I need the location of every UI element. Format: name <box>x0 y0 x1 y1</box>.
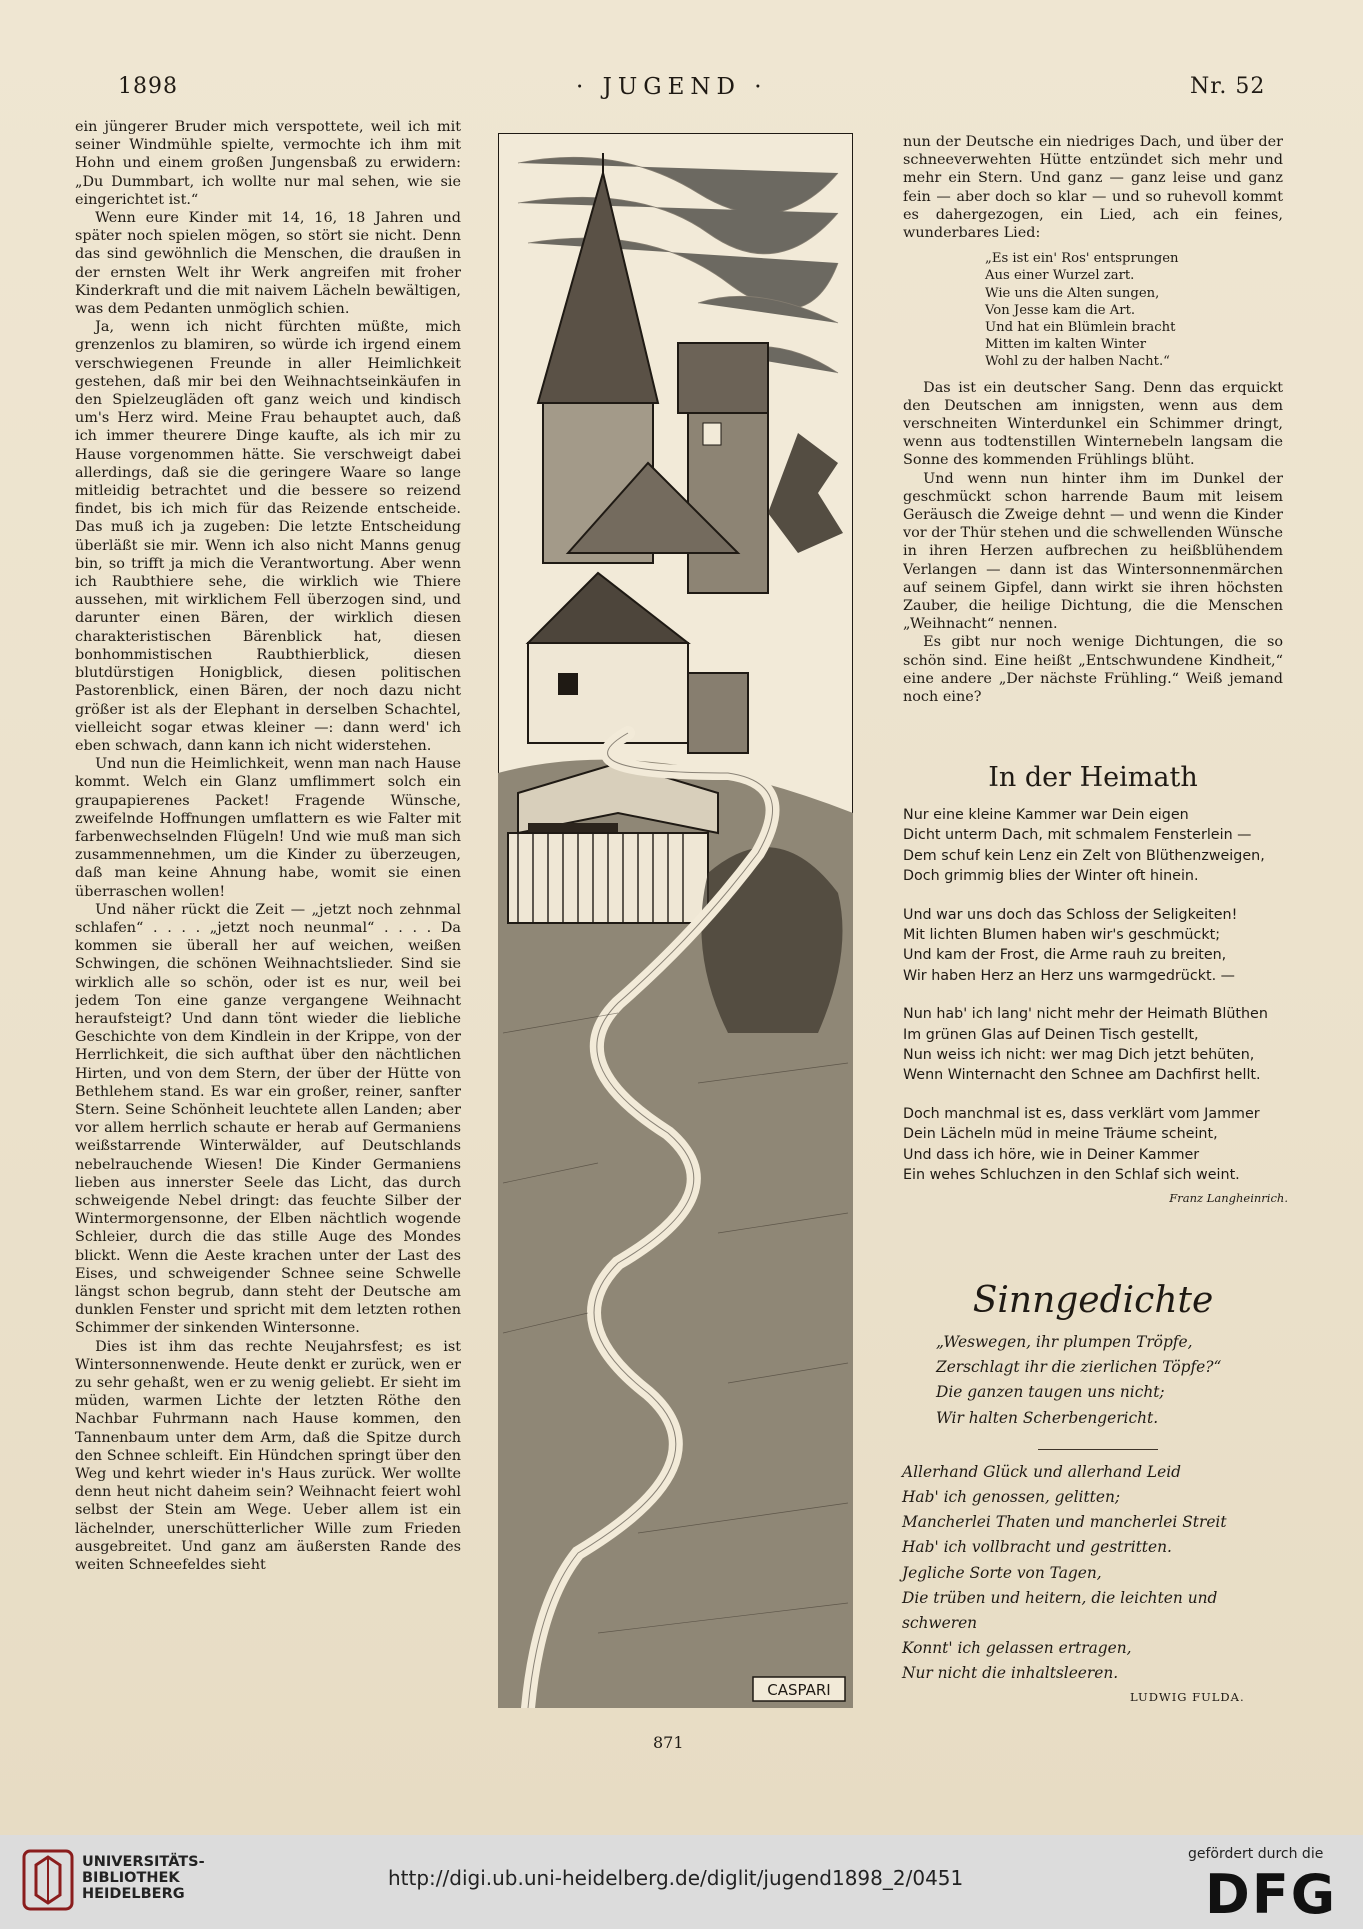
poem-line: Doch manchmal ist es, dass verklärt vom Jammer <box>903 1105 1260 1122</box>
epigrams <box>902 1330 1288 1687</box>
hymn-line: Und hat ein Blümlein bracht <box>985 320 1176 336</box>
left-text-column <box>75 118 461 1708</box>
poem-line: Dein Lächeln müd in meine Träume scheint, <box>903 1126 1218 1143</box>
epigram <box>902 1460 1288 1687</box>
library-name-line: HEIDELBERG <box>82 1886 185 1902</box>
library-seal-icon <box>22 1849 74 1911</box>
poem-line: Mit lichten Blumen haben wir's geschmückt; <box>903 927 1221 944</box>
right-text-column <box>903 133 1283 753</box>
epigram-line: Hab' ich vollbracht und gestritten. <box>902 1538 1172 1557</box>
dfg-logo[interactable]: DFG <box>1205 1863 1338 1926</box>
paragraph: Und wenn nun hinter ihm im Dunkel der geschmückt schon harrende Baum mit leisem Geräusch die Zweige dehnt — und wenn die Kinder vor der Thür stehen und die schwellenden Wünsche in ihren Herzen aufbrechen zu heißblühendem Verlangen — dann ist das Wintersonnenmärchen auf seinem Gipfel, dann wirkt sie ihren höchsten Zauber, die heilige Dichtung, die die Menschen „Weihnacht“ nennen. <box>903 470 1283 633</box>
poem-stanza <box>903 1104 1288 1186</box>
epigram-line: Nur nicht die inhaltsleeren. <box>902 1664 1119 1683</box>
poem-line: Und dass ich höre, wie in Deiner Kammer <box>903 1146 1200 1163</box>
hymn-line: Wohl zu der halben Nacht.“ <box>985 354 1170 370</box>
poem-line: Dem schuf kein Lenz ein Zelt von Blüthenzweigen, <box>903 847 1265 864</box>
section-title: Sinngedichte <box>972 1280 1214 1321</box>
poem-line: Im grünen Glas auf Deinen Tisch gestellt, <box>903 1026 1199 1043</box>
paragraph: Wenn eure Kinder mit 14, 16, 18 Jahren und später noch spielen mögen, so stört sie nicht. Denn das sind gewöhnlich die Menschen, die draußen in der ernsten Welt ihr Werk angreifen mit froher Kinderkraft und die mit naivem Lächeln bewältigen, was dem Pedanten unmöglich schien. <box>75 210 461 318</box>
header-year: 1898 <box>118 74 178 99</box>
poem-line: Nun hab' ich lang' nicht mehr der Heimath Blüthen <box>903 1006 1268 1023</box>
library-name-line: UNIVERSITÄTS- <box>82 1854 205 1870</box>
hymn-line: Wie uns die Alten sungen, <box>985 285 1160 301</box>
poem-stanza <box>903 805 1288 887</box>
epigram <box>928 1330 1288 1431</box>
hymn-line: Aus einer Wurzel zart. <box>985 268 1135 284</box>
epigram-line: Die ganzen taugen uns nicht; <box>936 1383 1165 1402</box>
poem-line: Und kam der Frost, die Arme rauh zu breiten, <box>903 947 1227 964</box>
epigram-line: Hab' ich genossen, gelitten; <box>902 1488 1121 1507</box>
paragraph: Und näher rückt die Zeit — „jetzt noch zehnmal schlafen“ . . . . „jetzt noch neunmal“ . . . . Da kommen sie überall her auf weichen, weißen Schwingen, die schönen Weihnachtslieder. Sind sie wirklich alle so schön, oder ist es nur, weil bei jedem Ton eine ganze vergangene Weihnacht heraufsteigt? Und dann tönt wieder die liebliche Geschichte von dem Kindlein in der Krippe, von der Herrlichkeit, die sich aufthat über den nächtlichen Hirten, und von dem Stern, der über der Hütte von Bethlehem stand. Es war ein großer, reiner, sanfter Stern. Seine Schönheit leuchtete allen Landen; aber vor allem herrlich schaute er herab auf Germaniens weißstarrende Winterwälder, auf Deutschlands nebelrauchende Wiesen! Die Kinder Germaniens lieben aus innerster Seele das Licht, das durch schweigende Nebel dringt: das feuchte Silber der Wintermorgensonne, der Elben nächtlich wogende Schleier, durch die das stille Auge des Mondes blickt. Wenn die Aeste krachen unter der Last des Eises, und schweigender Schnee seine Schwelle längst schon begrub, dann steht der Deutsche am dunklen Fenster und spricht mit dem letzten rothen Schimmer der sinkenden Wintersonne. <box>75 901 461 1337</box>
village-illustration <box>498 133 853 1708</box>
funding-label: gefördert durch die <box>1188 1846 1324 1862</box>
permalink-url[interactable]: http://digi.ub.uni-heidelberg.de/diglit/jugend1898_2/0451 <box>388 1866 964 1890</box>
paragraph: ein jüngerer Bruder mich verspottete, weil ich mit seiner Windmühle spielte, vermochte ich ihm mit Hohn und einem großen Jungensbaß zu erwidern: „Du Dummbart, ich wollte nur mal sehen, wie sie eingerichtet ist.“ <box>75 119 461 208</box>
epigram-line: Mancherlei Thaten und mancherlei Streit <box>902 1513 1227 1532</box>
viewer-footer <box>0 1835 1363 1929</box>
poem-line: Nun weiss ich nicht: wer mag Dich jetzt behüten, <box>903 1047 1255 1064</box>
poem-line: Doch grimmig blies der Winter oft hinein. <box>903 868 1199 885</box>
paragraph: Das ist ein deutscher Sang. Denn das erquickt den Deutschen am innigsten, wenn aus dem verschneiten Winterdunkel ein Schimmer dringt, wenn aus todtenstillen Winternebeln langsam die Sonne des kommenden Frühlings blüht. <box>903 379 1283 469</box>
divider <box>1038 1449 1158 1450</box>
poem-stanza <box>903 905 1288 987</box>
epigram-line: „Weswegen, ihr plumpen Tröpfe, <box>936 1333 1193 1351</box>
poem-heimath <box>903 805 1288 1208</box>
paragraph: Es gibt nur noch wenige Dichtungen, die so schön sind. Eine heißt „Entschwundene Kindheit,“ eine andere „Der nächste Frühling.“ Weiß jemand noch eine? <box>903 634 1283 706</box>
hymn-line: Von Jesse kam die Art. <box>985 302 1136 318</box>
paragraph: Und nun die Heimlichkeit, wenn man nach Hause kommt. Welch ein Glanz umflimmert solch ein graupapierenes Packet! Fragende Wünsche, zweifelnde Hoffnungen umflattern es wie Falter mit farbenwechselnden Flügeln! Und wie muß man sich zusammennehmen, um die Kinder zu überzeugen, daß man keine Ahnung habe, womit sie einen überraschen wollen! <box>75 756 461 900</box>
paragraph: nun der Deutsche ein niedriges Dach, und über der schneeverwehten Hütte entzündet sich mehr und mehr ein Stern. Und ganz — ganz leise und ganz fein — aber doch so klar — und so ruhevoll kommt es dahergezogen, ein Lied, ach ein feines, wunderbares Lied: <box>903 134 1283 242</box>
poem-line: Wir haben Herz an Herz uns warmgedrückt. — <box>903 967 1235 984</box>
epigram-line: Allerhand Glück und allerhand Leid <box>902 1462 1182 1481</box>
poem-author: Franz Langheinrich. <box>1169 1190 1288 1205</box>
epigram-line: Zerschlagt ihr die zierlichen Töpfe?“ <box>936 1358 1222 1377</box>
epigram-line: Die trüben und heitern, die leichten und schweren <box>902 1588 1218 1633</box>
header-title: · JUGEND · <box>576 74 768 100</box>
library-name[interactable] <box>82 1854 205 1902</box>
page-number: 871 <box>653 1733 684 1752</box>
header-issue: Nr. 52 <box>1190 74 1266 99</box>
embedded-hymn <box>985 250 1283 370</box>
hymn-line: Mitten im kalten Winter <box>985 337 1147 353</box>
artist-signature: CASPARI <box>767 1681 831 1699</box>
poem-line: Nur eine kleine Kammer war Dein eigen <box>903 807 1189 823</box>
poem-line: Und war uns doch das Schloss der Seligkeiten! <box>903 906 1238 923</box>
poem-stanza <box>903 1004 1288 1086</box>
hymn-line: „Es ist ein' Ros' entsprungen <box>985 251 1179 267</box>
paragraph: Ja, wenn ich nicht fürchten müßte, mich grenzenlos zu blamiren, so würde ich irgend einem verschwiegenen Freunde in aller Heimlichkeit gestehen, daß mir bei den Weihnachtseinkäufen in den Spielzeugläden oft ganz weich und kindisch um's Herz wird. Meine Frau behauptet auch, daß ich immer theurere Dinge kaufte, als ich mir zu Hause vorgenommen hätte. Sie verschweigt dabei allerdings, daß sie die geringere Waare so lange mitleidig betrachtet und die bessere so reizend findet, bis ich mich für das Reizende entscheide. Das muß ich ja zugeben: Die letzte Entscheidung überläßt sie mir. Wenn ich also nicht Manns genug bin, so trifft ja mich die Verantwortung. Aber wenn ich Raubthiere sehe, die wirklich wie Thiere aussehen, mit wirklichem Fell überzogen sind, und darunter einen Bären, der wirklich diesen charakteristischen Bärenblick hat, diesen bonhommistischen Raubthierblick, diesen blutdürstigen Honigblick, diesen politischen Pastorenblick, einen Bären, der noch dazu nicht größer ist als der Elephant in derselben Schachtel, vielleicht sogar etwas kleiner —: dann werd' ich eben schwach, dann kann ich nicht widerstehen. <box>75 319 461 754</box>
epigram-line: Jegliche Sorte von Tagen, <box>902 1563 1102 1582</box>
epigram-author: LUDWIG FULDA. <box>1130 1690 1245 1704</box>
poem-line: Wenn Winternacht den Schnee am Dachfirst hellt. <box>903 1067 1261 1084</box>
poem-line: Ein wehes Schluchzen in den Schlaf sich weint. <box>903 1167 1240 1184</box>
poem-title: In der Heimath <box>988 762 1198 793</box>
library-name-line: BIBLIOTHEK <box>82 1870 180 1886</box>
epigram-line: Wir halten Scherbengericht. <box>936 1408 1159 1427</box>
poem-line: Dicht unterm Dach, mit schmalem Fensterlein — <box>903 827 1252 844</box>
paragraph: Dies ist ihm das rechte Neujahrsfest; es ist Wintersonnenwende. Heute denkt er zurück, wen er zu sehr gehaßt, wen er zu wenig geliebt. Er sieht im müden, warmen Lichte der letzten Röthe den Nachbar Fuhrmann nach Hause kommen, den Tannenbaum unter dem Arm, daß die Spitze durch den Schnee schleift. Ein Hündchen springt über den Weg und kehrt wieder in's Haus zurück. Wer wollte denn heut nicht daheim sein? Weihnacht feiert wohl selbst der Stein am Wege. Ueber allem ist ein lächelnder, unerschütterlicher Wille zum Frieden ausgebreitet. Und ganz am äußersten Rande des weiten Schneefeldes sieht <box>75 1338 461 1574</box>
epigram-line: Konnt' ich gelassen ertragen, <box>902 1639 1132 1658</box>
